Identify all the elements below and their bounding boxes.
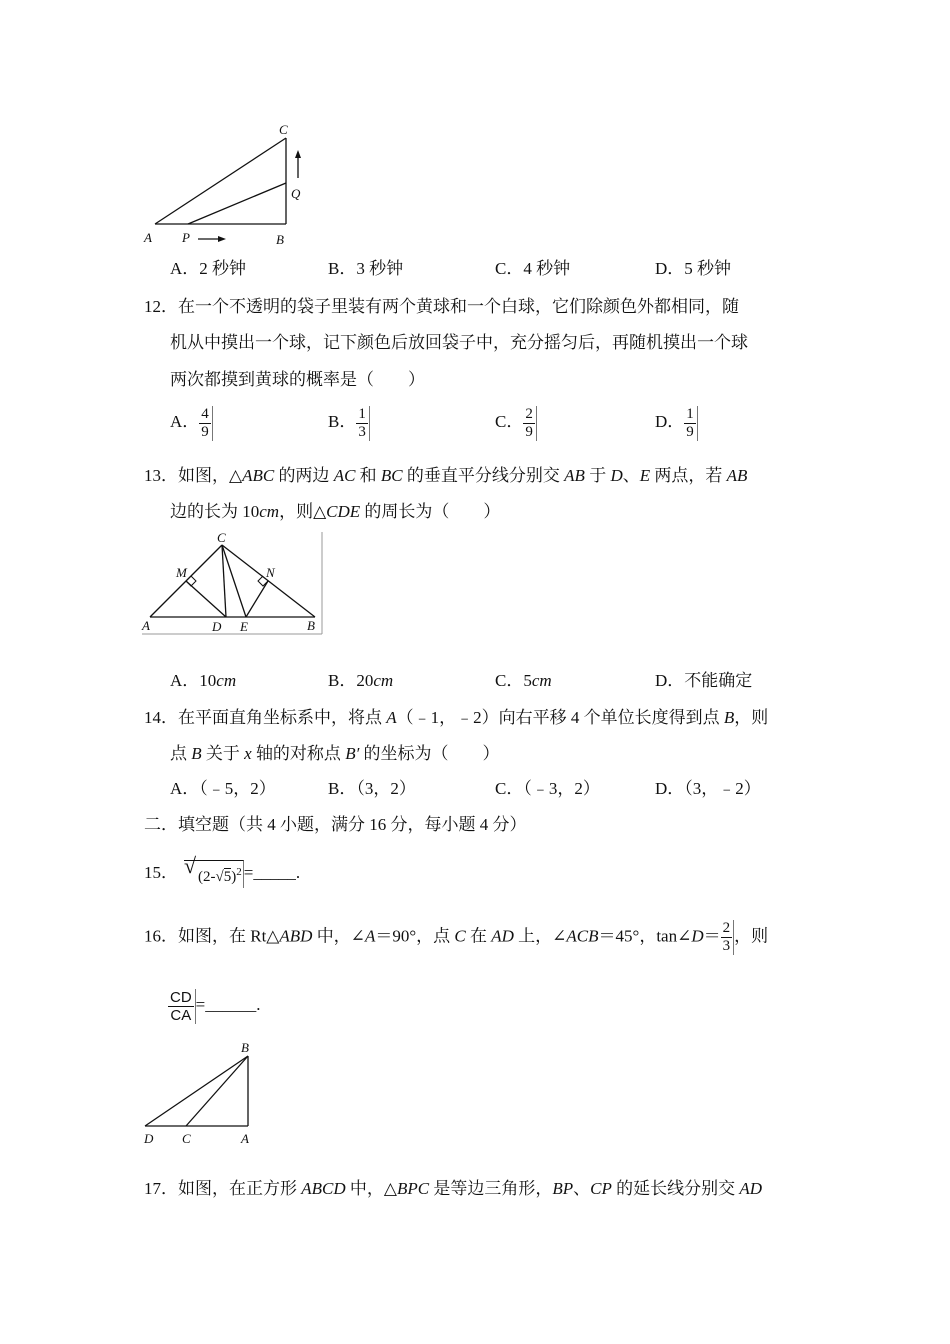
q13-segment-md [186, 581, 226, 617]
q11-option-c[interactable] [495, 258, 570, 280]
q14-option-a[interactable] [170, 778, 276, 800]
q13-label-b: B [307, 618, 315, 633]
q13-label-a: A [142, 618, 150, 633]
q16-side-db [145, 1056, 248, 1126]
text: CDE [326, 502, 361, 521]
q15-line [144, 853, 301, 888]
text: 上，∠ [513, 926, 567, 946]
option-letter: A． [170, 412, 200, 431]
option-fraction [199, 406, 213, 441]
option-text: 4 秒钟 [523, 259, 571, 278]
radicand: (2- [198, 869, 216, 885]
option-letter: C． [495, 671, 524, 690]
q12-line3: 两次都摸到黄球的概率是（ ） [170, 370, 425, 389]
question-number: 14． [144, 708, 178, 727]
option-letter: A． [170, 779, 200, 798]
q13-segment-ne [246, 581, 268, 617]
q16-line2 [168, 985, 261, 1025]
text: 、 [573, 1179, 591, 1198]
text: 的坐标为（ ） [359, 744, 500, 763]
text: 在 [465, 926, 492, 946]
q16-segment-cb [186, 1056, 248, 1126]
option-text: 3 秒钟 [356, 259, 404, 278]
text: 中，∠ [312, 926, 365, 946]
option-letter: C． [495, 779, 524, 798]
option-fraction [684, 406, 698, 441]
text: 的垂直平分线分别交 [402, 466, 565, 485]
q16-label-b: B [241, 1040, 249, 1055]
text: E [639, 466, 651, 485]
text: 在平面直角坐标系中，将点 [178, 708, 387, 727]
fraction-numerator: 4 [201, 405, 209, 422]
text: AD [491, 926, 514, 946]
fraction-denominator: 3 [358, 423, 366, 440]
q11-option-b[interactable] [328, 258, 403, 280]
option-unit: cm [531, 671, 552, 690]
exponent: 2 [236, 866, 242, 878]
text: ABD [279, 926, 313, 946]
option-letter: D． [655, 259, 685, 278]
text: ＝ [703, 926, 721, 946]
text: 如图，在 Rt△ [178, 926, 280, 946]
option-letter: D． [655, 779, 685, 798]
q16-figure [140, 1038, 260, 1150]
q12-line1 [144, 296, 739, 318]
text: 关于 [201, 744, 245, 763]
radicand: 5 [223, 869, 232, 885]
question-number: 17． [144, 1179, 178, 1198]
q13-figure [140, 530, 325, 640]
option-letter: D． [655, 671, 685, 690]
q11-label-q: Q [291, 186, 301, 201]
fraction-numerator: 1 [686, 405, 694, 422]
text: D [610, 466, 623, 485]
q11-arrowhead-q [295, 150, 301, 158]
q11-option-d[interactable] [655, 258, 731, 280]
q12-option-a[interactable] [170, 402, 213, 442]
text: CP [590, 1179, 612, 1198]
text: BPC [396, 1179, 430, 1198]
text: AD [739, 1179, 763, 1198]
option-value: 20 [356, 671, 374, 690]
text: B [723, 708, 735, 727]
q13-option-c[interactable] [495, 670, 552, 692]
q13-label-m: M [176, 565, 187, 580]
q13-label-e: E [240, 619, 248, 634]
text: 于 [584, 466, 611, 485]
question-number: 13． [144, 466, 178, 485]
q13-option-d[interactable] [655, 670, 752, 692]
q11-figure [140, 118, 310, 253]
option-value: 10 [199, 671, 217, 690]
option-unit: cm [373, 671, 394, 690]
text: x [244, 744, 252, 763]
option-text: 5 秒钟 [684, 259, 732, 278]
option-letter: D． [655, 412, 685, 431]
option-letter: B． [328, 412, 357, 431]
text: 轴的对称点 [251, 744, 346, 763]
text: BC [380, 466, 403, 485]
text: 中，△ [345, 1179, 397, 1198]
q14-option-d[interactable] [655, 778, 761, 800]
q16-label-c: C [182, 1131, 191, 1146]
fraction-denominator: 9 [686, 423, 694, 440]
fraction-denominator: 3 [722, 938, 731, 954]
text: 点 [170, 744, 192, 763]
text: AB [564, 466, 585, 485]
fraction-denominator: 9 [525, 423, 533, 440]
text: B′ [345, 744, 360, 763]
option-letter: A． [170, 259, 200, 278]
option-text: （﹣5，2） [199, 779, 276, 798]
option-letter: A． [170, 671, 200, 690]
option-text: （﹣3，2） [523, 779, 600, 798]
option-fraction [356, 406, 370, 441]
sqrt-expression [184, 853, 244, 888]
text: （﹣1，﹣2）向右平移 4 个单位长度得到点 [396, 708, 724, 727]
section-title: 二．填空题（共 4 小题，满分 16 分，每小题 4 分） [144, 815, 527, 834]
option-text: 2 秒钟 [199, 259, 247, 278]
option-unit: cm [216, 671, 237, 690]
fraction-numerator: 2 [525, 405, 533, 422]
text: ，则 [734, 926, 769, 946]
q16-label-a: A [241, 1131, 249, 1146]
answer-blank[interactable]: =______. [195, 995, 261, 1014]
text: 两点，若 [650, 466, 727, 485]
text: 是等边三角形， [429, 1179, 553, 1198]
text: 的两边 [274, 466, 334, 485]
q11-segment-pq [188, 183, 286, 224]
radicand: ) [231, 869, 237, 885]
q13-line1 [144, 465, 747, 487]
inner-sqrt-icon: √ [215, 869, 224, 885]
text: A [364, 926, 376, 946]
text: cm [259, 502, 280, 521]
option-fraction [523, 406, 537, 441]
tan-fraction [721, 920, 735, 955]
text: C [454, 926, 466, 946]
ratio-fraction [168, 989, 196, 1024]
question-number: 16． [144, 926, 178, 946]
fraction-numerator: 1 [358, 405, 366, 422]
q13-option-b[interactable] [328, 670, 393, 692]
text: B [191, 744, 202, 763]
option-letter: C． [495, 412, 524, 431]
text: 的周长为（ ） [360, 502, 501, 521]
answer-blank[interactable]: =_____. [243, 862, 301, 882]
option-text: （3，2） [356, 779, 416, 798]
text: A [386, 708, 397, 727]
text: ACB [566, 926, 599, 946]
option-letter: B． [328, 671, 357, 690]
q11-label-c: C [279, 122, 288, 137]
text: ＝90°，点 [375, 926, 455, 946]
text: AC [333, 466, 356, 485]
fraction-denominator: CA [170, 1006, 192, 1024]
q17-line1 [144, 1178, 762, 1200]
q14-line2 [170, 743, 500, 765]
option-value: 不能确定 [684, 671, 753, 690]
option-value: 5 [523, 671, 532, 690]
text: 和 [355, 466, 381, 485]
q14-option-b[interactable] [328, 778, 416, 800]
text: 、 [622, 466, 640, 485]
text: 如图，△ [178, 466, 243, 485]
q13-line2 [170, 501, 500, 523]
q11-option-a[interactable] [170, 258, 246, 280]
text: ABCD [301, 1179, 346, 1198]
q12-option-c[interactable] [495, 402, 537, 442]
option-letter: B． [328, 259, 357, 278]
q12-option-d[interactable] [655, 402, 698, 442]
question-number: 12． [144, 297, 178, 316]
q13-right-angle-m [186, 576, 196, 586]
q12-line2: 机从中摸出一个球，记下颜色后放回袋子中，充分摇匀后，再随机摸出一个球 [170, 333, 748, 352]
question-text: 在一个不透明的袋子里装有两个黄球和一个白球，它们除颜色外都相同，随 [178, 297, 739, 316]
q14-option-c[interactable] [495, 778, 600, 800]
text: BP [552, 1179, 574, 1198]
option-letter: C． [495, 259, 524, 278]
q13-label-c: C [217, 530, 226, 545]
fraction-numerator: 2 [722, 920, 731, 936]
q11-label-b: B [276, 232, 284, 247]
option-text: （3，﹣2） [684, 779, 761, 798]
text: 边的长为 10 [170, 502, 260, 521]
q13-label-n: N [266, 565, 275, 580]
option-letter: B． [328, 779, 357, 798]
sqrt-sign-icon: √ [184, 853, 197, 878]
question-number: 15． [144, 862, 178, 882]
q13-option-a[interactable] [170, 670, 236, 692]
q16-line1 [144, 920, 768, 955]
text: ，则△ [279, 502, 327, 521]
q11-label-a: A [144, 230, 152, 245]
text: D [691, 926, 704, 946]
text: ＝45°，tan∠ [598, 926, 692, 946]
q14-line1 [144, 707, 768, 729]
text: 的延长线分别交 [611, 1179, 740, 1198]
q16-label-d: D [144, 1131, 154, 1146]
text: ABC [242, 466, 275, 485]
q13-label-d: D [212, 619, 222, 634]
fraction-numerator: CD [170, 988, 192, 1006]
fraction-denominator: 9 [201, 423, 209, 440]
q11-arrowhead-p [218, 236, 226, 242]
q13-side-bc [222, 545, 315, 617]
text: ，则 [734, 708, 769, 727]
text: AB [726, 466, 748, 485]
text: 如图，在正方形 [178, 1179, 302, 1198]
q11-label-p: P [182, 230, 190, 245]
q12-option-b[interactable] [328, 402, 370, 442]
